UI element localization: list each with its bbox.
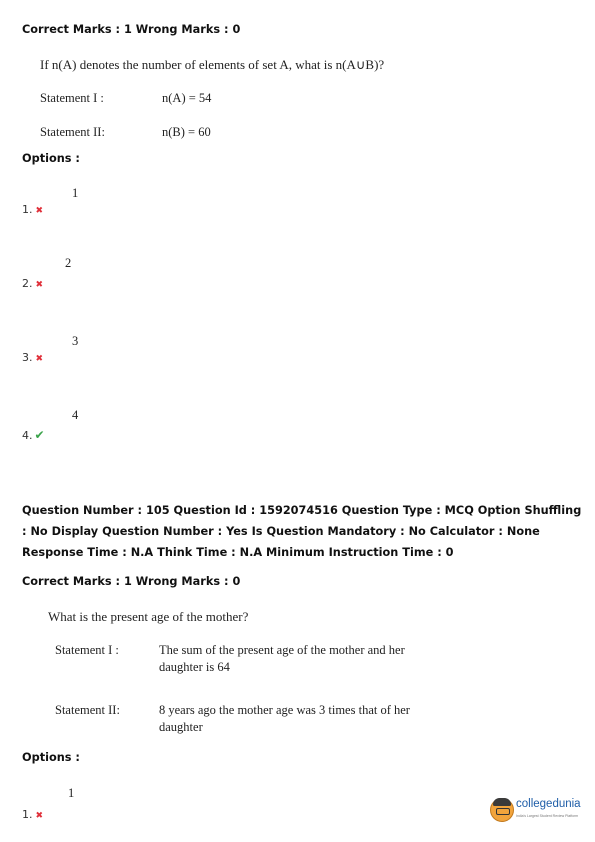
q2-statement-2-line2: daughter: [159, 720, 203, 734]
cross-icon: ✖: [35, 811, 44, 821]
q2-statement-2-label: Statement II:: [55, 703, 120, 717]
q2-option-1-value: 1: [68, 786, 75, 800]
cross-icon: ✖: [35, 280, 44, 290]
q1-option-1: [22, 198, 43, 217]
q1-options-label: Options :: [22, 152, 80, 165]
q2-option-1: [22, 803, 43, 822]
logo-name: collegedunia: [516, 798, 581, 810]
q1-option-2: [22, 272, 43, 291]
q2-meta: Question Number : 105 Question Id : 1592074516 Question Type : MCQ Option Shuffling : No Display Question Number : Yes Is Question Mandatory : No Calculator : None Response Time : N.A Think Time : N.A Minimum Instruction Time : 0: [22, 504, 582, 559]
q1-option-4-value: 4: [72, 408, 79, 422]
q1-option-1-value: 1: [72, 186, 79, 200]
cross-icon: ✖: [35, 206, 44, 216]
q2-question-text: What is the present age of the mother?: [48, 609, 249, 624]
q2-option-1-number: 1.: [22, 808, 33, 821]
q2-options-label: Options :: [22, 751, 80, 764]
logo-tagline: India's Largest Student Review Platform: [516, 814, 579, 818]
q1-option-2-number: 2.: [22, 277, 33, 290]
q1-option-1-number: 1.: [22, 203, 33, 216]
q1-option-4-number: 4.: [22, 429, 33, 442]
q1-statement-1-label: Statement I :: [40, 91, 104, 105]
mascot-icon: [490, 798, 514, 822]
q1-statement-2-label: Statement II:: [40, 125, 105, 139]
q2-marks: Correct Marks : 1 Wrong Marks : 0: [22, 575, 241, 588]
check-icon: ✔: [34, 428, 45, 442]
cross-icon: ✖: [35, 354, 44, 364]
q1-question-text: If n(A) denotes the number of elements of set A, what is n(A∪B)?: [40, 57, 385, 72]
q1-option-2-value: 2: [65, 256, 72, 270]
q2-statement-1-line1: The sum of the present age of the mother and her: [159, 643, 405, 657]
q1-statement-2-text: n(B) = 60: [162, 125, 211, 139]
q2-statement-1-line2: daughter is 64: [159, 660, 230, 674]
q1-statement-1-text: n(A) = 54: [162, 91, 212, 105]
q2-statement-2-line1: 8 years ago the mother age was 3 times that of her: [159, 703, 410, 717]
q1-option-3-number: 3.: [22, 351, 33, 364]
q1-option-4: [22, 424, 45, 443]
q1-marks: Correct Marks : 1 Wrong Marks : 0: [22, 23, 241, 36]
q1-option-3: [22, 346, 43, 365]
q1-option-3-value: 3: [72, 334, 79, 348]
q2-statement-1-label: Statement I :: [55, 643, 119, 657]
